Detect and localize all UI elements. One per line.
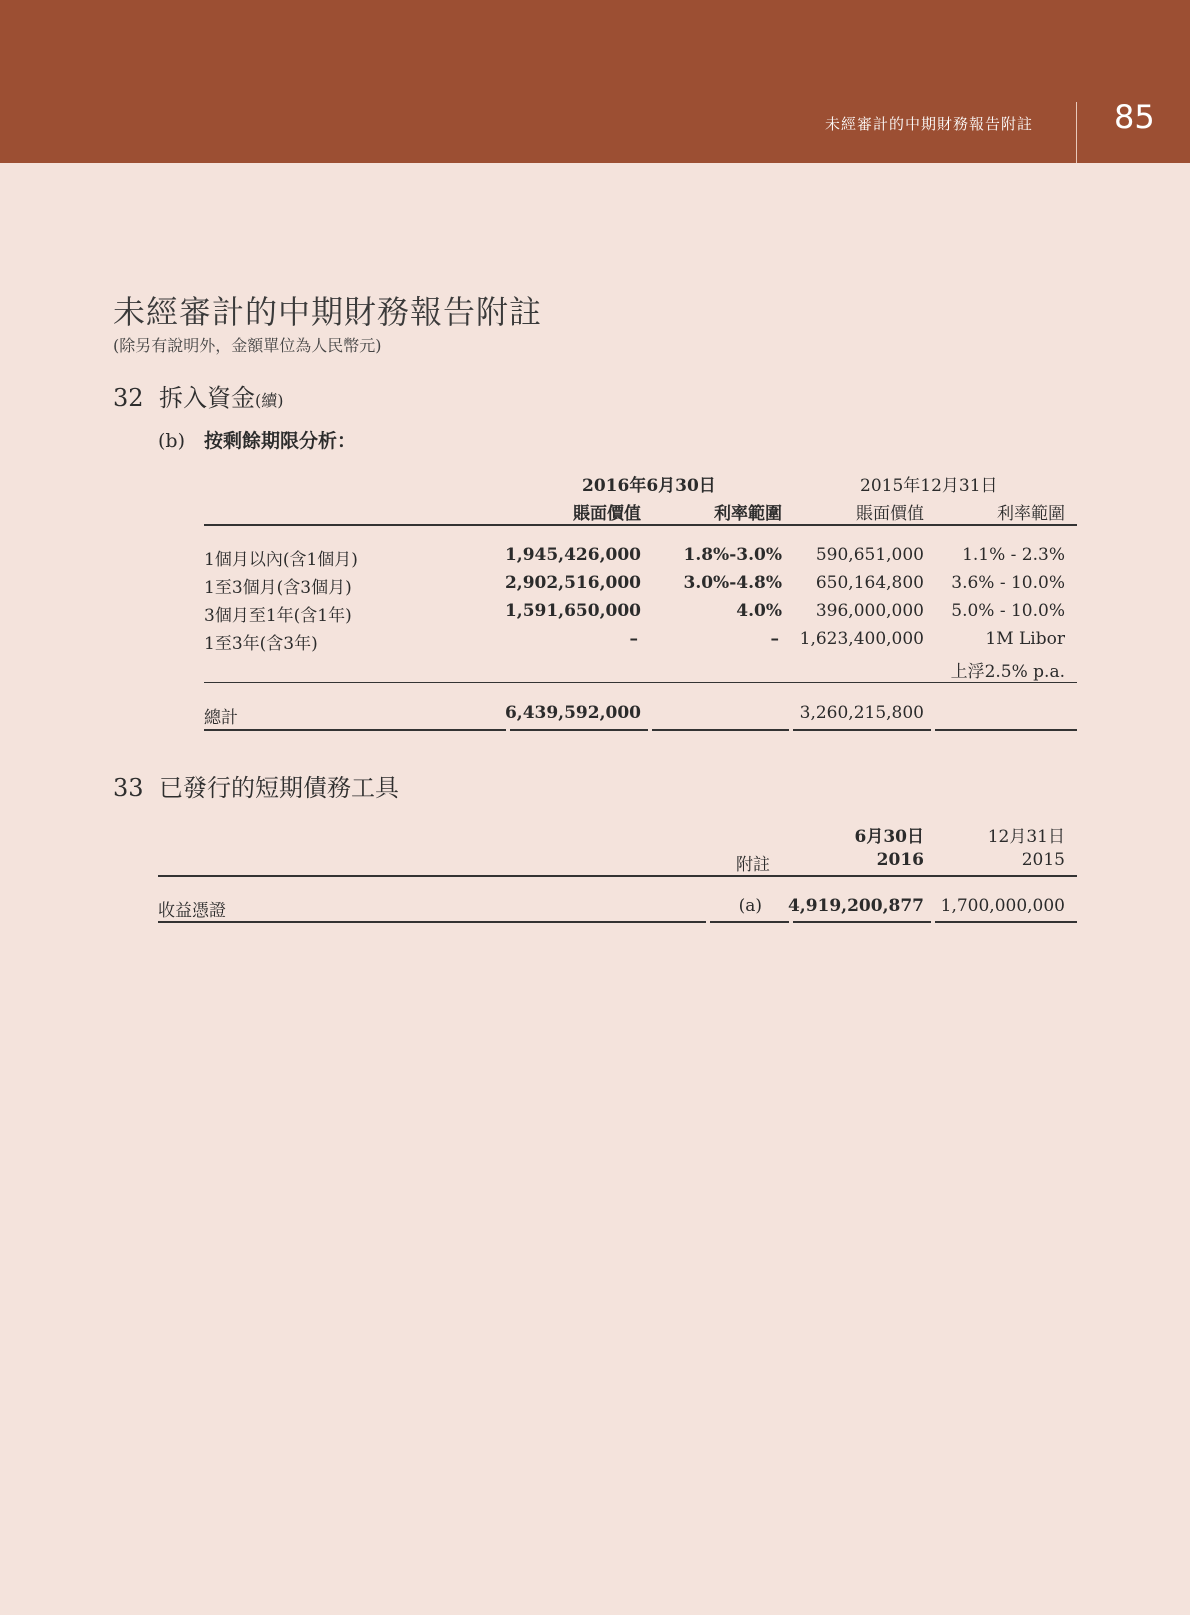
row-book-value-2015: 396,000,000 <box>815 601 924 621</box>
row-book-value-2015: 590,651,000 <box>815 545 924 565</box>
total-rule-segment <box>935 729 1077 731</box>
col-top-2016: 6月30日 <box>854 827 924 847</box>
total-label: 總計 <box>204 708 238 728</box>
section-32b-label: (b) <box>158 430 185 452</box>
row-book-value-2016: 2,902,516,000 <box>504 573 641 593</box>
row-rate-2015: 1M Libor <box>985 629 1065 649</box>
row-value-2015: 1,700,000,000 <box>940 896 1065 916</box>
section-32-cont: (續) <box>255 391 284 410</box>
table-33-bottom-rule-segment <box>935 921 1077 923</box>
total-rule-segment <box>793 729 931 731</box>
header-title: 未經審計的中期財務報告附註 <box>824 115 1033 133</box>
row-value-2016: 4,919,200,877 <box>787 896 924 916</box>
col-head-note: 附註 <box>736 855 770 875</box>
total-rule-segment <box>652 729 789 731</box>
col-head-rate-range-2016: 利率範圍 <box>714 504 782 524</box>
row-rate-2016: 1.8%-3.0% <box>683 545 782 565</box>
row-book-value-2016: 1,945,426,000 <box>504 545 641 565</box>
row-label: 收益憑證 <box>158 901 226 921</box>
row-rate-2015: 5.0% - 10.0% <box>951 601 1065 621</box>
row-rate-2015-note: 上浮2.5% p.a. <box>950 662 1065 682</box>
total-book-value-2015: 3,260,215,800 <box>799 703 924 723</box>
col-head-book-value-2016: 賬面價值 <box>573 504 641 524</box>
col-year-2015: 2015 <box>1021 850 1065 870</box>
row-label: 3個月至1年(含1年) <box>204 606 352 626</box>
table-32-header-rule <box>204 524 1077 526</box>
section-32-title: 拆入資金 <box>159 384 255 412</box>
col-group-2015: 2015年12月31日 <box>860 476 998 496</box>
header-bar <box>0 0 1190 163</box>
page-title: 未經審計的中期財務報告附註 <box>113 293 543 331</box>
row-rate-2016: 3.0%-4.8% <box>683 573 782 593</box>
col-head-rate-range-2015: 利率範圍 <box>997 504 1065 524</box>
table-33-header-rule <box>158 875 1077 877</box>
table-33-bottom-rule-segment <box>710 921 789 923</box>
section-33-number: 33 <box>113 774 144 802</box>
row-label: 1至3年(含3年) <box>204 634 318 654</box>
header-divider <box>1076 102 1077 163</box>
col-year-2016: 2016 <box>876 850 924 870</box>
row-book-value-2015: 1,623,400,000 <box>799 629 924 649</box>
page-subtitle: (除另有說明外，金額單位為人民幣元) <box>113 336 382 355</box>
section-32-heading <box>113 378 284 413</box>
col-head-book-value-2015: 賬面價值 <box>856 504 924 524</box>
row-label: 1個月以內(含1個月) <box>204 550 358 570</box>
table-32-subtotal-rule <box>204 682 1077 683</box>
row-book-value-2015: 650,164,800 <box>815 573 924 593</box>
row-book-value-2016: – <box>629 629 638 649</box>
row-rate-2015: 3.6% - 10.0% <box>951 573 1065 593</box>
row-book-value-2016: 1,591,650,000 <box>504 601 641 621</box>
page-number: 85 <box>1114 98 1155 136</box>
total-rule-segment <box>510 729 648 731</box>
table-33-bottom-rule-segment <box>793 921 931 923</box>
col-top-2015: 12月31日 <box>987 827 1065 847</box>
row-rate-2016: 4.0% <box>736 601 782 621</box>
total-rule-segment <box>204 729 506 731</box>
row-rate-2015: 1.1% - 2.3% <box>962 545 1065 565</box>
section-32-number: 32 <box>113 384 144 412</box>
row-label: 1至3個月(含3個月) <box>204 578 352 598</box>
row-note: (a) <box>738 896 762 916</box>
total-book-value-2016: 6,439,592,000 <box>504 703 641 723</box>
section-33-heading <box>113 768 399 803</box>
section-32b-heading <box>158 426 356 453</box>
section-32b-title: 按剩餘期限分析： <box>204 430 357 452</box>
section-33-title: 已發行的短期債務工具 <box>159 774 399 802</box>
table-33-bottom-rule-segment <box>158 921 706 923</box>
row-rate-2016: – <box>770 629 779 649</box>
col-group-2016: 2016年6月30日 <box>582 476 716 496</box>
